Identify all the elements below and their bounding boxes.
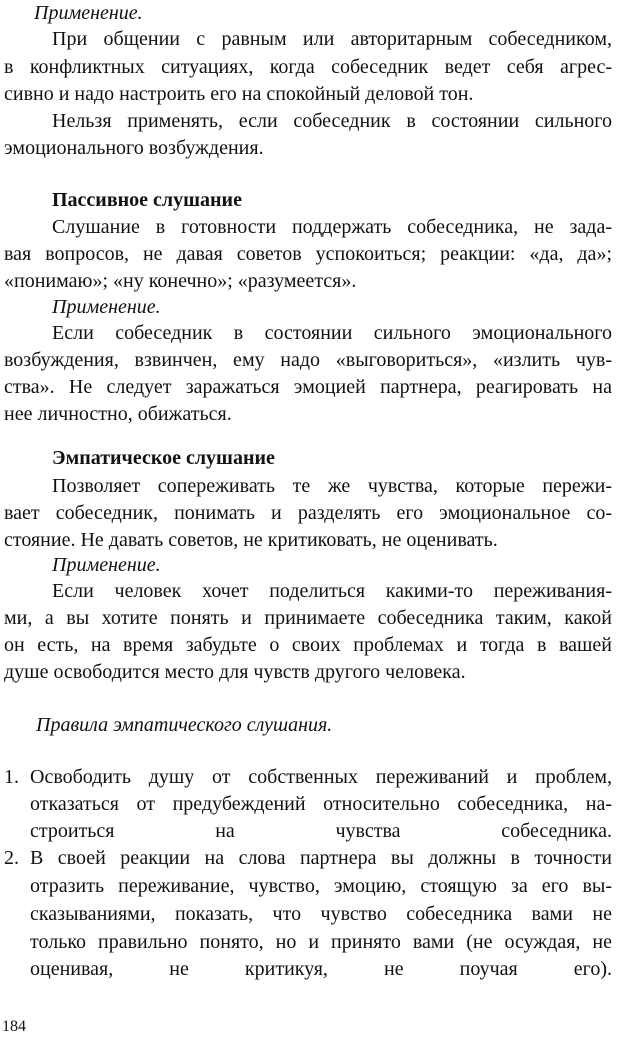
paragraph-line: «понимаю»; «ну конечно»; «разумеется».	[4, 270, 357, 292]
paragraph-line: Слушание в готовности поддержать собеседника, не зада-	[52, 216, 612, 238]
list-item-line: отказаться от предубеждений относительно собеседника, на-	[30, 793, 612, 815]
list-item-line: только правильно понято, но и принято вами (не осуждая, не	[30, 931, 612, 953]
paragraph-line: вает собеседник, понимать и разделять его эмоциональное со-	[4, 502, 612, 524]
list-item-line: сказываниями, показать, что чувство собеседника вами не	[30, 903, 612, 925]
usage-label: Применение.	[34, 2, 143, 24]
paragraph-line: вая вопросов, не давая советов успокоиться; реакции: «да, да»;	[4, 243, 612, 265]
paragraph-line: ми, а вы хотите понять и принимаете собеседника таким, какой	[4, 607, 612, 629]
list-item-line: В своей реакции на слова партнера вы должны в точности	[30, 847, 612, 869]
paragraph-line: При общении с равным или авторитарным собеседником,	[52, 28, 612, 50]
paragraph-line: стояние. Не давать советов, не критиковать, не оценивать.	[4, 529, 498, 551]
list-item-line: строиться на чувства собеседника.	[30, 820, 612, 842]
list-item-number: 1.	[4, 766, 19, 788]
paragraph-line: ства». Не следует заражаться эмоцией партнера, реагировать на	[4, 376, 612, 398]
paragraph-line: нее личностно, обижаться.	[4, 403, 232, 425]
paragraph-line: он есть, на время забудьте о своих проблемах и тогда в вашей	[4, 634, 612, 656]
rules-heading: Правила эмпатического слушания.	[36, 714, 333, 736]
paragraph-line: Позволяет сопереживать те же чувства, которые пережи-	[52, 475, 612, 497]
paragraph-line: Нельзя применять, если собеседник в состоянии сильного	[52, 110, 612, 132]
list-item-line: оценивая, не критикуя, не поучая его).	[30, 958, 612, 980]
paragraph-line: Если человек хочет поделиться какими-то переживания-	[52, 580, 612, 602]
list-item-number: 2.	[4, 847, 19, 869]
usage-label: Применение.	[52, 554, 161, 576]
paragraph-line: возбуждения, взвинчен, ему надо «выговориться», «излить чув-	[4, 349, 612, 371]
paragraph-line: эмоционального возбуждения.	[4, 137, 264, 159]
list-item-line: отразить переживание, чувство, эмоцию, стоящую за его вы-	[30, 875, 612, 897]
usage-label: Применение.	[52, 296, 161, 318]
paragraph-line: сивно и надо настроить его на спокойный деловой тон.	[4, 83, 474, 105]
paragraph-line: Если собеседник в состоянии сильного эмоционального	[52, 322, 612, 344]
list-item-line: Освободить душу от собственных переживаний и проблем,	[30, 766, 612, 788]
paragraph-line: в конфликтных ситуациях, когда собеседник ведет себя агрес-	[4, 56, 612, 78]
section-heading: Эмпатическое слушание	[52, 447, 275, 469]
page-number: 184	[2, 1018, 26, 1035]
section-heading: Пассивное слушание	[52, 189, 242, 211]
paragraph-line: душе освободится место для чувств другого человека.	[4, 661, 466, 683]
